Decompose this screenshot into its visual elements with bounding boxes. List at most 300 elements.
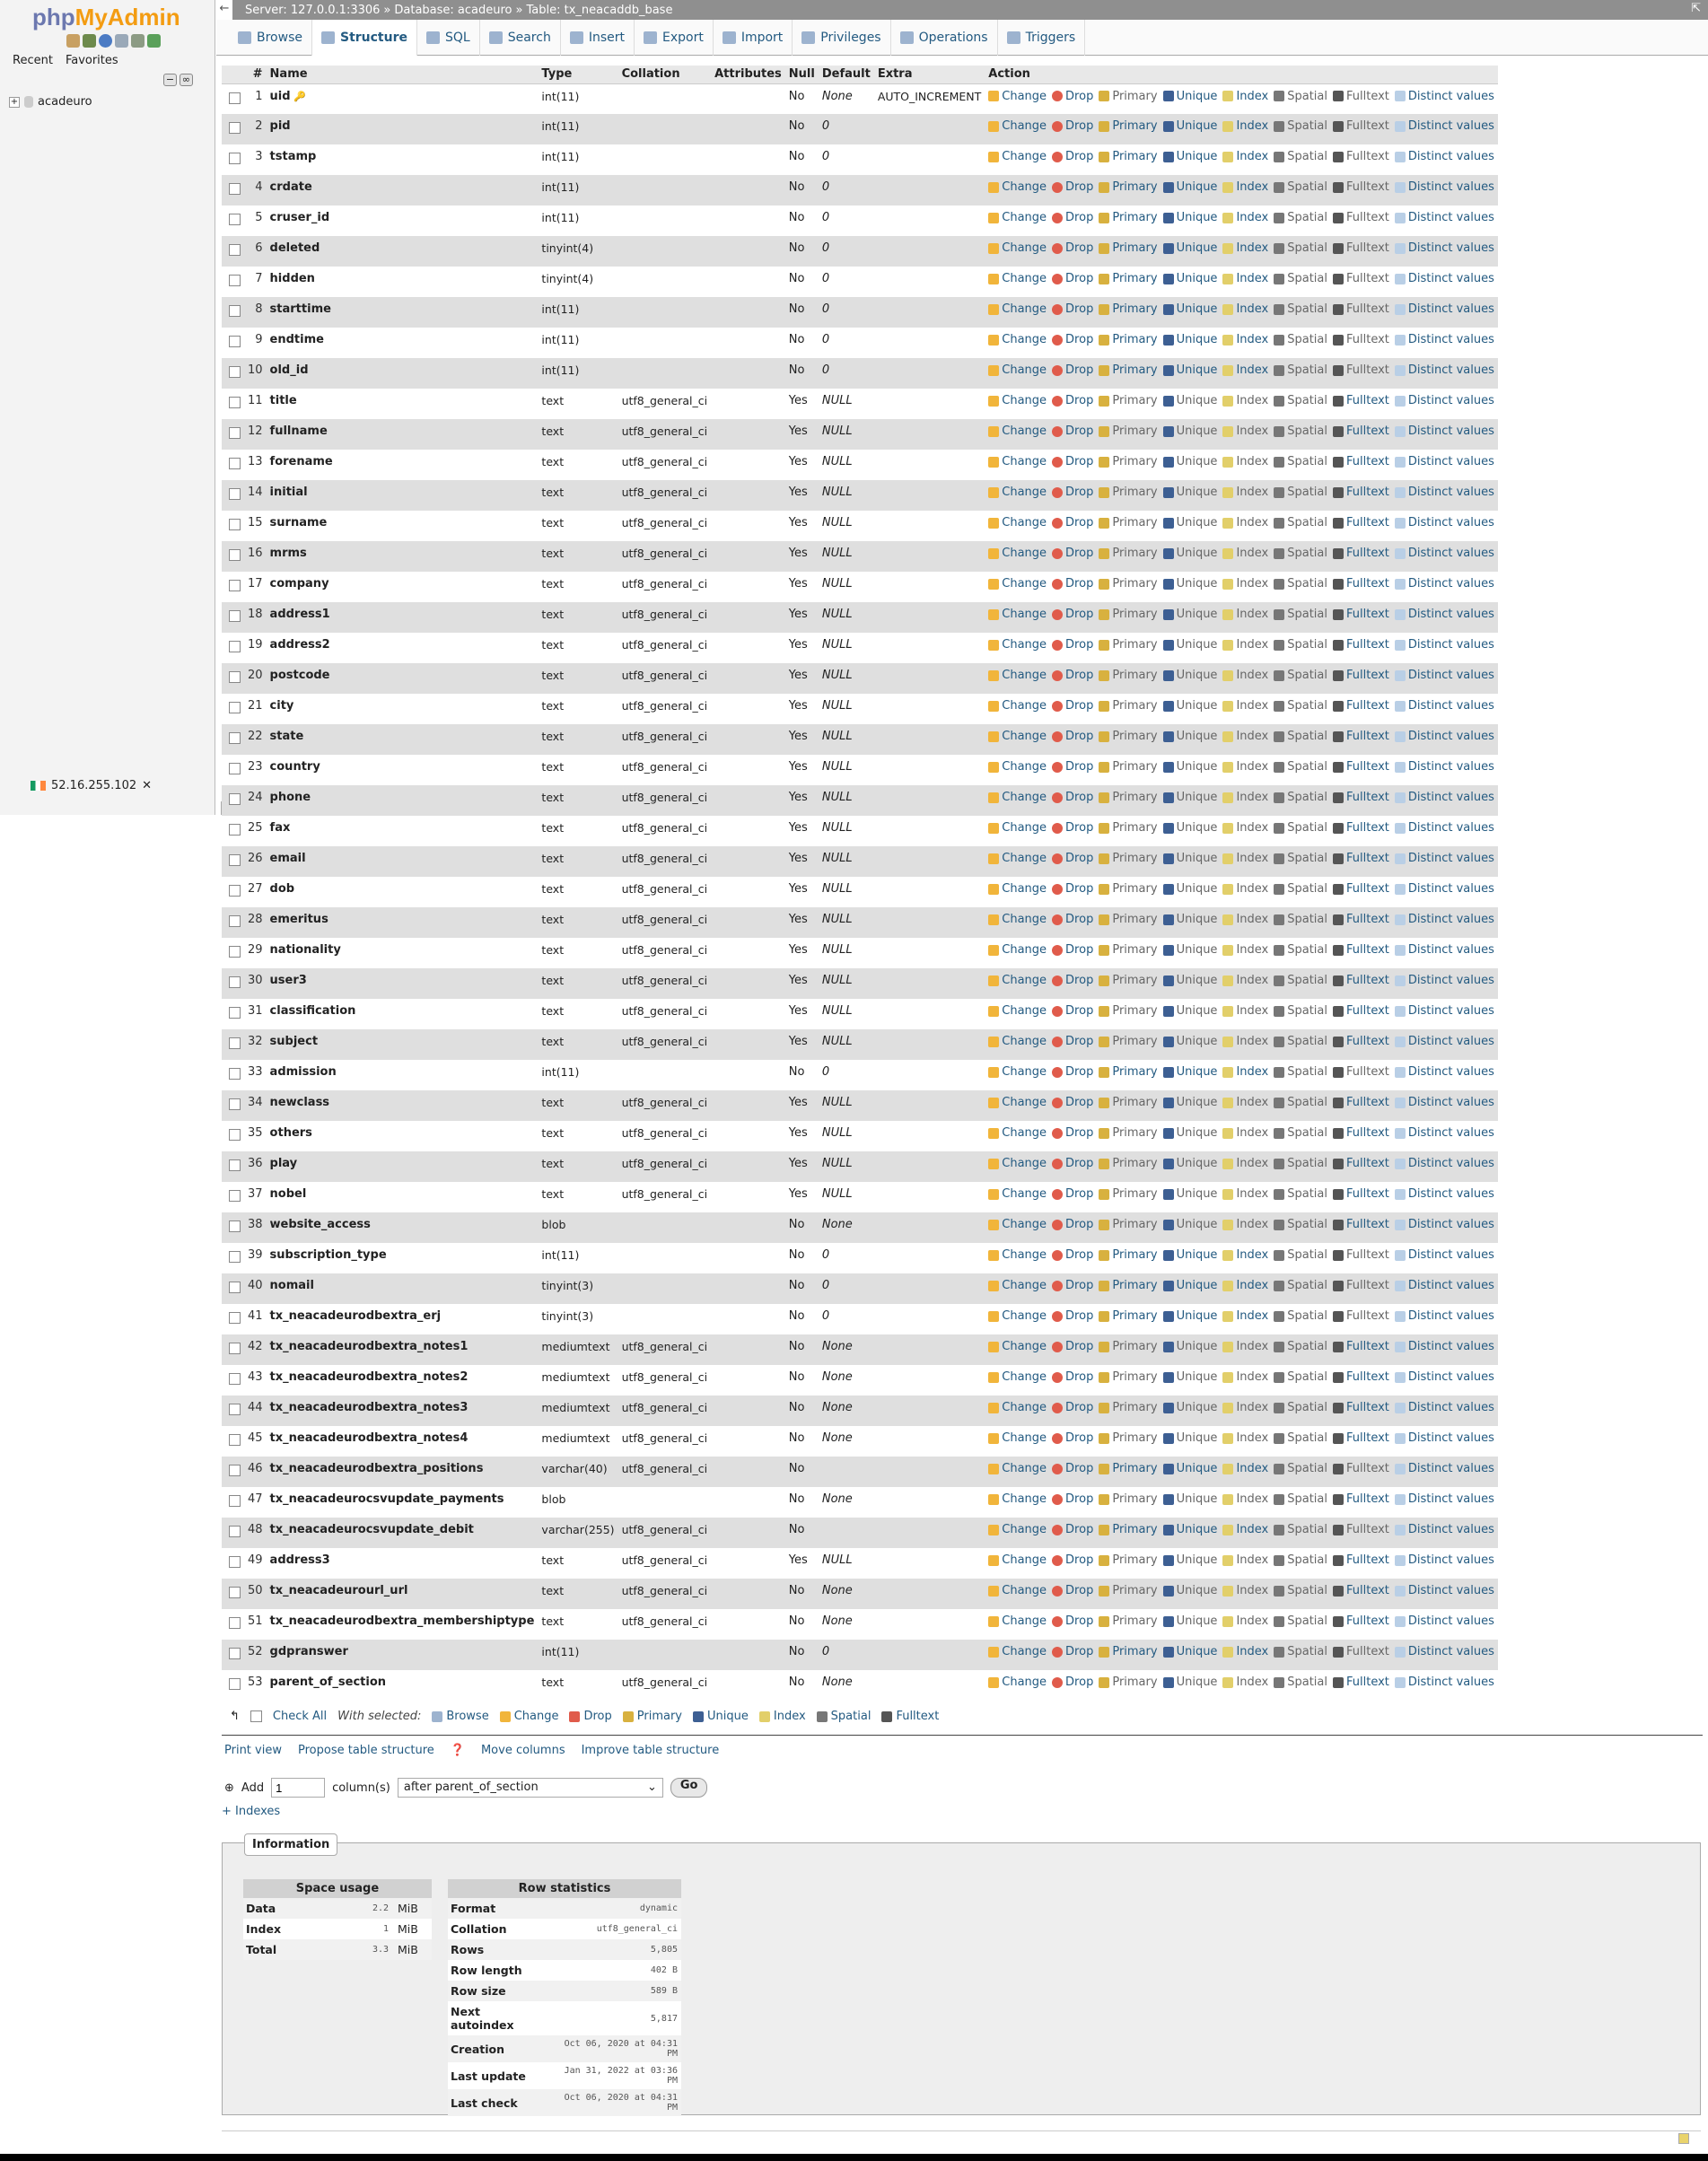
drop-action[interactable] [1052, 455, 1093, 468]
distinct-values-action[interactable] [1395, 272, 1494, 285]
spatial-action[interactable] [1274, 1218, 1327, 1231]
primary-action[interactable] [1099, 943, 1157, 957]
unique-action[interactable] [1163, 730, 1218, 743]
row-checkbox[interactable] [222, 846, 244, 877]
unique-action[interactable] [1163, 1645, 1218, 1658]
distinct-values-action[interactable] [1395, 1431, 1494, 1445]
print-view-link[interactable]: Print view [224, 1744, 282, 1757]
row-checkbox[interactable] [222, 602, 244, 633]
column-name[interactable] [267, 663, 539, 694]
distinct-values-action[interactable] [1395, 1523, 1494, 1536]
fulltext-action[interactable] [1333, 1675, 1389, 1689]
tab-privileges[interactable] [793, 20, 890, 56]
primary-action[interactable] [1099, 1065, 1157, 1079]
unique-action[interactable] [1163, 1248, 1218, 1262]
distinct-values-action[interactable] [1395, 913, 1494, 926]
spatial-action[interactable] [1274, 333, 1327, 346]
primary-action[interactable] [1099, 1584, 1157, 1597]
unique-action[interactable] [1163, 424, 1218, 438]
index-action[interactable] [1222, 852, 1268, 865]
change-action[interactable] [988, 119, 1047, 133]
crumb-database[interactable]: Database: acadeuro [394, 3, 512, 17]
fulltext-action[interactable] [1333, 1401, 1389, 1414]
row-checkbox[interactable] [222, 267, 244, 297]
unique-action[interactable] [1163, 1126, 1218, 1140]
fulltext-action[interactable] [1333, 1431, 1389, 1445]
bulk-fulltext-button[interactable] [881, 1710, 939, 1723]
fulltext-action[interactable] [1333, 1523, 1389, 1536]
distinct-values-action[interactable] [1395, 1675, 1494, 1689]
checkbox[interactable] [229, 1526, 241, 1537]
unique-action[interactable] [1163, 852, 1218, 865]
change-action[interactable] [988, 760, 1047, 774]
checkbox[interactable] [229, 580, 241, 591]
drop-action[interactable] [1052, 1004, 1093, 1018]
distinct-values-action[interactable] [1395, 730, 1494, 743]
change-action[interactable] [988, 1614, 1047, 1628]
unique-action[interactable] [1163, 90, 1218, 103]
unique-action[interactable] [1163, 547, 1218, 560]
index-action[interactable] [1222, 913, 1268, 926]
spatial-action[interactable] [1274, 1462, 1327, 1475]
checkbox[interactable] [229, 1068, 241, 1080]
checkbox[interactable] [229, 214, 241, 225]
checkbox[interactable] [229, 824, 241, 836]
spatial-action[interactable] [1274, 1523, 1327, 1536]
row-checkbox[interactable] [222, 1426, 244, 1457]
improve-structure-link[interactable]: Improve table structure [581, 1744, 720, 1757]
spatial-action[interactable] [1274, 1553, 1327, 1567]
index-action[interactable] [1222, 241, 1268, 255]
spatial-action[interactable] [1274, 943, 1327, 957]
column-name[interactable] [267, 1243, 539, 1273]
fulltext-action[interactable] [1333, 1279, 1389, 1292]
drop-action[interactable] [1052, 119, 1093, 133]
drop-action[interactable] [1052, 791, 1093, 804]
checkbox[interactable] [229, 1159, 241, 1171]
checkbox[interactable] [229, 1098, 241, 1110]
distinct-values-action[interactable] [1395, 516, 1494, 529]
change-action[interactable] [988, 1065, 1047, 1079]
primary-action[interactable] [1099, 913, 1157, 926]
primary-action[interactable] [1099, 455, 1157, 468]
column-name[interactable] [267, 938, 539, 968]
unique-action[interactable] [1163, 1279, 1218, 1292]
primary-action[interactable] [1099, 821, 1157, 835]
checkbox[interactable] [229, 1007, 241, 1019]
distinct-values-action[interactable] [1395, 333, 1494, 346]
unique-action[interactable] [1163, 302, 1218, 316]
spatial-action[interactable] [1274, 119, 1327, 133]
drop-action[interactable] [1052, 1614, 1093, 1628]
row-checkbox[interactable] [222, 480, 244, 511]
distinct-values-action[interactable] [1395, 180, 1494, 194]
row-checkbox[interactable] [222, 755, 244, 785]
primary-action[interactable] [1099, 699, 1157, 713]
docs-icon[interactable] [115, 34, 128, 48]
drop-action[interactable] [1052, 699, 1093, 713]
drop-action[interactable] [1052, 943, 1093, 957]
primary-action[interactable] [1099, 1675, 1157, 1689]
row-checkbox[interactable] [222, 663, 244, 694]
unique-action[interactable] [1163, 1431, 1218, 1445]
spatial-action[interactable] [1274, 1614, 1327, 1628]
spatial-action[interactable] [1274, 1340, 1327, 1353]
distinct-values-action[interactable] [1395, 1096, 1494, 1109]
row-checkbox[interactable] [222, 999, 244, 1029]
drop-action[interactable] [1052, 1248, 1093, 1262]
spatial-action[interactable] [1274, 547, 1327, 560]
distinct-values-action[interactable] [1395, 699, 1494, 713]
checkbox[interactable] [229, 1343, 241, 1354]
drop-action[interactable] [1052, 577, 1093, 591]
primary-action[interactable] [1099, 1248, 1157, 1262]
distinct-values-action[interactable] [1395, 1279, 1494, 1292]
fulltext-action[interactable] [1333, 1187, 1389, 1201]
fulltext-action[interactable] [1333, 1584, 1389, 1597]
drop-action[interactable] [1052, 1035, 1093, 1048]
home-icon[interactable] [66, 34, 80, 48]
index-action[interactable] [1222, 1401, 1268, 1414]
change-action[interactable] [988, 1096, 1047, 1109]
checkbox[interactable] [229, 1312, 241, 1324]
change-action[interactable] [988, 302, 1047, 316]
index-action[interactable] [1222, 516, 1268, 529]
primary-action[interactable] [1099, 1309, 1157, 1323]
column-name[interactable] [267, 694, 539, 724]
spatial-action[interactable] [1274, 760, 1327, 774]
unique-action[interactable] [1163, 180, 1218, 194]
change-action[interactable] [988, 699, 1047, 713]
checkbox[interactable] [229, 397, 241, 408]
index-action[interactable] [1222, 608, 1268, 621]
distinct-values-action[interactable] [1395, 1065, 1494, 1079]
row-checkbox[interactable] [222, 1609, 244, 1640]
index-action[interactable] [1222, 119, 1268, 133]
index-action[interactable] [1222, 1218, 1268, 1231]
checkbox[interactable] [229, 92, 241, 104]
drop-action[interactable] [1052, 333, 1093, 346]
drop-action[interactable] [1052, 1462, 1093, 1475]
spatial-action[interactable] [1274, 241, 1327, 255]
fulltext-action[interactable] [1333, 638, 1389, 652]
settings-icon[interactable] [131, 34, 145, 48]
distinct-values-action[interactable] [1395, 424, 1494, 438]
drop-action[interactable] [1052, 1065, 1093, 1079]
index-action[interactable] [1222, 821, 1268, 835]
column-name[interactable] [267, 1060, 539, 1090]
unique-action[interactable] [1163, 1035, 1218, 1048]
column-name[interactable] [267, 1579, 539, 1609]
distinct-values-action[interactable] [1395, 1492, 1494, 1506]
drop-action[interactable] [1052, 1401, 1093, 1414]
tab-structure[interactable] [312, 20, 417, 56]
checkbox[interactable] [229, 1495, 241, 1507]
check-all-checkbox[interactable] [250, 1710, 262, 1722]
fulltext-action[interactable] [1333, 821, 1389, 835]
check-all-label[interactable]: Check All [272, 1710, 328, 1723]
row-checkbox[interactable] [222, 511, 244, 541]
spatial-action[interactable] [1274, 1248, 1327, 1262]
unique-action[interactable] [1163, 486, 1218, 499]
phpmyadmin-logo[interactable] [32, 4, 180, 31]
drop-action[interactable] [1052, 150, 1093, 163]
close-icon[interactable]: ✕ [142, 779, 153, 792]
fulltext-action[interactable] [1333, 699, 1389, 713]
primary-action[interactable] [1099, 394, 1157, 407]
help-icon[interactable] [99, 34, 112, 48]
primary-action[interactable] [1099, 608, 1157, 621]
change-action[interactable] [988, 913, 1047, 926]
distinct-values-action[interactable] [1395, 1218, 1494, 1231]
index-action[interactable] [1222, 1492, 1268, 1506]
fulltext-action[interactable] [1333, 760, 1389, 774]
drop-action[interactable] [1052, 1431, 1093, 1445]
unique-action[interactable] [1163, 577, 1218, 591]
unique-action[interactable] [1163, 241, 1218, 255]
change-action[interactable] [988, 1035, 1047, 1048]
primary-action[interactable] [1099, 90, 1157, 103]
change-action[interactable] [988, 1218, 1047, 1231]
drop-action[interactable] [1052, 1370, 1093, 1384]
change-action[interactable] [988, 241, 1047, 255]
checkbox[interactable] [229, 732, 241, 744]
go-button[interactable]: Go [670, 1778, 708, 1798]
fulltext-action[interactable] [1333, 1614, 1389, 1628]
drop-action[interactable] [1052, 1279, 1093, 1292]
unique-action[interactable] [1163, 882, 1218, 896]
checkbox[interactable] [229, 1190, 241, 1202]
column-name[interactable] [267, 541, 539, 572]
row-checkbox[interactable] [222, 389, 244, 419]
checkbox[interactable] [229, 854, 241, 866]
distinct-values-action[interactable] [1395, 852, 1494, 865]
spatial-action[interactable] [1274, 1096, 1327, 1109]
primary-action[interactable] [1099, 1401, 1157, 1414]
primary-action[interactable] [1099, 1004, 1157, 1018]
drop-action[interactable] [1052, 1523, 1093, 1536]
primary-action[interactable] [1099, 180, 1157, 194]
index-action[interactable] [1222, 1553, 1268, 1567]
checkbox[interactable] [229, 976, 241, 988]
distinct-values-action[interactable] [1395, 547, 1494, 560]
change-action[interactable] [988, 516, 1047, 529]
index-action[interactable] [1222, 882, 1268, 896]
unique-action[interactable] [1163, 638, 1218, 652]
fulltext-action[interactable] [1333, 882, 1389, 896]
column-name[interactable] [267, 1609, 539, 1640]
index-action[interactable] [1222, 1096, 1268, 1109]
spatial-action[interactable] [1274, 669, 1327, 682]
column-name[interactable] [267, 480, 539, 511]
unique-action[interactable] [1163, 272, 1218, 285]
row-checkbox[interactable] [222, 114, 244, 144]
drop-action[interactable] [1052, 1492, 1093, 1506]
spatial-action[interactable] [1274, 1645, 1327, 1658]
index-action[interactable] [1222, 1309, 1268, 1323]
spatial-action[interactable] [1274, 1431, 1327, 1445]
tab-search[interactable] [480, 20, 561, 56]
unique-action[interactable] [1163, 608, 1218, 621]
row-checkbox[interactable] [222, 1579, 244, 1609]
spatial-action[interactable] [1274, 974, 1327, 987]
checkbox[interactable] [229, 1282, 241, 1293]
column-name[interactable] [267, 1518, 539, 1548]
checkbox[interactable] [229, 763, 241, 774]
change-action[interactable] [988, 1004, 1047, 1018]
fulltext-action[interactable] [1333, 272, 1389, 285]
unique-action[interactable] [1163, 333, 1218, 346]
drop-action[interactable] [1052, 516, 1093, 529]
row-checkbox[interactable] [222, 236, 244, 267]
spatial-action[interactable] [1274, 699, 1327, 713]
drop-action[interactable] [1052, 1553, 1093, 1567]
row-checkbox[interactable] [222, 175, 244, 206]
database-tree-item[interactable] [9, 95, 92, 109]
unique-action[interactable] [1163, 1187, 1218, 1201]
fulltext-action[interactable] [1333, 241, 1389, 255]
spatial-action[interactable] [1274, 1065, 1327, 1079]
checkbox[interactable] [229, 1251, 241, 1263]
change-action[interactable] [988, 394, 1047, 407]
unique-action[interactable] [1163, 394, 1218, 407]
unique-action[interactable] [1163, 1584, 1218, 1597]
index-action[interactable] [1222, 699, 1268, 713]
primary-action[interactable] [1099, 791, 1157, 804]
unique-action[interactable] [1163, 363, 1218, 377]
row-checkbox[interactable] [222, 1151, 244, 1182]
spatial-action[interactable] [1274, 1584, 1327, 1597]
distinct-values-action[interactable] [1395, 1126, 1494, 1140]
row-checkbox[interactable] [222, 724, 244, 755]
fulltext-action[interactable] [1333, 1553, 1389, 1567]
help-icon[interactable]: ❓ [450, 1744, 465, 1757]
column-name[interactable] [267, 267, 539, 297]
index-action[interactable] [1222, 424, 1268, 438]
distinct-values-action[interactable] [1395, 974, 1494, 987]
index-action[interactable] [1222, 150, 1268, 163]
change-action[interactable] [988, 1462, 1047, 1475]
unique-action[interactable] [1163, 1462, 1218, 1475]
row-checkbox[interactable] [222, 1029, 244, 1060]
checkbox[interactable] [229, 793, 241, 805]
column-name[interactable] [267, 877, 539, 907]
distinct-values-action[interactable] [1395, 638, 1494, 652]
change-action[interactable] [988, 486, 1047, 499]
column-name[interactable] [267, 1670, 539, 1701]
collapse-all-icon[interactable]: − [163, 74, 177, 86]
spatial-action[interactable] [1274, 1004, 1327, 1018]
change-action[interactable] [988, 1157, 1047, 1170]
distinct-values-action[interactable] [1395, 1035, 1494, 1048]
drop-action[interactable] [1052, 486, 1093, 499]
primary-action[interactable] [1099, 1614, 1157, 1628]
unique-action[interactable] [1163, 913, 1218, 926]
spatial-action[interactable] [1274, 1035, 1327, 1048]
favorites-tab[interactable]: Favorites [65, 54, 118, 67]
drop-action[interactable] [1052, 760, 1093, 774]
row-checkbox[interactable] [222, 1640, 244, 1670]
change-action[interactable] [988, 90, 1047, 103]
change-action[interactable] [988, 1492, 1047, 1506]
change-action[interactable] [988, 180, 1047, 194]
primary-action[interactable] [1099, 547, 1157, 560]
fulltext-action[interactable] [1333, 90, 1389, 103]
row-checkbox[interactable] [222, 785, 244, 816]
checkbox[interactable] [229, 549, 241, 561]
drop-action[interactable] [1052, 1096, 1093, 1109]
change-action[interactable] [988, 1431, 1047, 1445]
fulltext-action[interactable] [1333, 974, 1389, 987]
fulltext-action[interactable] [1333, 1035, 1389, 1048]
index-action[interactable] [1222, 90, 1268, 103]
unique-action[interactable] [1163, 1065, 1218, 1079]
column-name[interactable] [267, 1426, 539, 1457]
index-action[interactable] [1222, 1675, 1268, 1689]
fulltext-action[interactable] [1333, 394, 1389, 407]
primary-action[interactable] [1099, 1279, 1157, 1292]
distinct-values-action[interactable] [1395, 1645, 1494, 1658]
spatial-action[interactable] [1274, 1675, 1327, 1689]
distinct-values-action[interactable] [1395, 1370, 1494, 1384]
distinct-values-action[interactable] [1395, 211, 1494, 224]
index-action[interactable] [1222, 455, 1268, 468]
index-action[interactable] [1222, 394, 1268, 407]
spatial-action[interactable] [1274, 302, 1327, 316]
position-select[interactable] [398, 1778, 663, 1798]
drop-action[interactable] [1052, 547, 1093, 560]
column-name[interactable] [267, 1640, 539, 1670]
spatial-action[interactable] [1274, 272, 1327, 285]
index-action[interactable] [1222, 577, 1268, 591]
spatial-action[interactable] [1274, 90, 1327, 103]
primary-action[interactable] [1099, 1370, 1157, 1384]
unique-action[interactable] [1163, 1340, 1218, 1353]
unique-action[interactable] [1163, 119, 1218, 133]
column-name[interactable] [267, 1365, 539, 1395]
checkbox[interactable] [229, 1465, 241, 1476]
drop-action[interactable] [1052, 913, 1093, 926]
distinct-values-action[interactable] [1395, 90, 1494, 103]
change-action[interactable] [988, 577, 1047, 591]
index-action[interactable] [1222, 1614, 1268, 1628]
tab-browse[interactable] [229, 20, 312, 56]
checkbox[interactable] [229, 1617, 241, 1629]
primary-action[interactable] [1099, 1645, 1157, 1658]
checkbox[interactable] [229, 488, 241, 500]
distinct-values-action[interactable] [1395, 1462, 1494, 1475]
primary-action[interactable] [1099, 1340, 1157, 1353]
primary-action[interactable] [1099, 516, 1157, 529]
row-checkbox[interactable] [222, 419, 244, 450]
tab-insert[interactable] [561, 20, 635, 56]
drop-action[interactable] [1052, 180, 1093, 194]
drop-action[interactable] [1052, 1126, 1093, 1140]
checkbox[interactable] [229, 671, 241, 683]
checkbox[interactable] [229, 275, 241, 286]
change-action[interactable] [988, 730, 1047, 743]
index-action[interactable] [1222, 1462, 1268, 1475]
fulltext-action[interactable] [1333, 119, 1389, 133]
distinct-values-action[interactable] [1395, 363, 1494, 377]
unique-action[interactable] [1163, 150, 1218, 163]
spatial-action[interactable] [1274, 608, 1327, 621]
checkbox[interactable] [229, 641, 241, 652]
drop-action[interactable] [1052, 394, 1093, 407]
column-name[interactable] [267, 236, 539, 267]
column-count-input[interactable] [271, 1778, 325, 1798]
change-action[interactable] [988, 150, 1047, 163]
